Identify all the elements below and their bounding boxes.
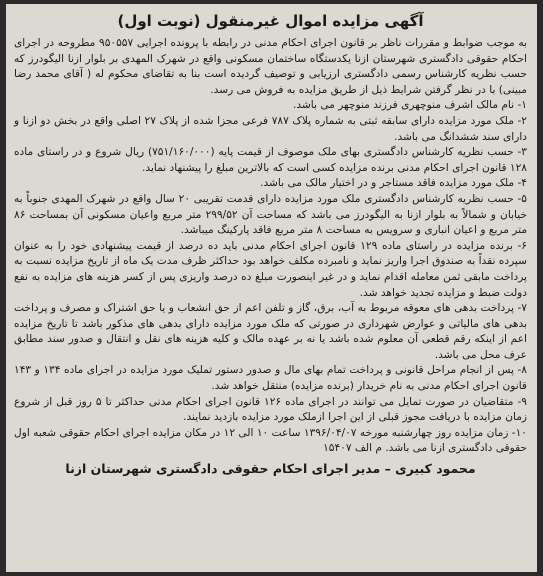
notice-intro: به موجب ضوابط و مقررات ناظر بر قانون اجرای احکام مدنی در رابطه با پرونده اجرایی ۹۵۰۵۵۷ مطروحه در اجرای احکام حقوقی دادگستری شهرستان ازنا یکدستگاه ساختمان مسکونی واقع در شهرک المهدی بر بلوار ازنا الیگودرز که حسب نظریه کارشناس رسمی دادگستری ارزیابی و توصیف گردیده است بنا به تقاضای محکوم له ( آقای محمد رضا مبینی) با در نظر گرفتن شرایط ذیل از طریق مزایده به فروش می رسد.: [14, 37, 528, 96]
notice-item-9: ۹- متقاضیان در صورت تمایل می توانند در اجرای ماده ۱۲۶ قانون اجرای احکام مدنی حداکثر تا ۵ روز قبل از شروع زمان مزایده با دریافت مجوز قبلی از این اجرا ازملک مورد مزایده بازدید نمایند.: [14, 395, 527, 424]
notice-title: آگهی مزایده اموال غیرمنقول (نوبت اول): [117, 12, 424, 30]
notice-item-6: ۶- برنده مزایده در راستای ماده ۱۲۹ قانون اجرای احکام مدنی باید ده درصد از قیمت پیشنهادی خود را به عنوان سپرده نقداً به صندوق اجرا واریز نماید و نامبرده مکلف خواهد بود حداکثر ظرف مدت یک ماه از تاریخ مزایده نسبت به پرداخت مابقی ثمن معامله اقدام نماید و در غیر اینصورت مبلغ ده درصد واریزی پس از کسر هزینه های مزایده به نفع دولت ضبط و مزایده تجدید خواهد شد.: [14, 239, 527, 299]
notice-item-8: ۸- پس از انجام مراحل قانونی و پرداخت تمام بهای مال و صدور دستور تملیک مورد مزایده در اجرای ماده ۱۳۴ و ۱۴۳ قانون اجرای احکام مدنی به نام خریدار (برنده مزایده) منتقل خواهد شد.: [14, 364, 527, 393]
notice-item-5: ۵- حسب نظریه کارشناس دادگستری ملک مورد مزایده دارای قدمت تقریبی ۲۰ سال واقع در شهرک المهدی جنوباً به خیابان و شمالاً به بلوار ازنا به الیگودرز می باشد که مساحت آن ۲۹۹/۵۲ متر مربع واعیان مسکونی آن بمساحت ۸۶ متر مربع و اعیان انباری و سرویس به مساحت ۸ متر مربع فاقد پارکینگ میباشد.: [14, 192, 527, 237]
notice-item-7: ۷- پرداخت بدهی های معوقه مربوط به آب، برق، گاز و تلفن اعم از حق انشعاب و یا حق اشتراک و مصرف و پرداخت بدهی های مالیاتی و عوارض شهرداری در صورتی که ملک مورد مزایده دارای بدهی های مذکور باشد تا تاریخ مزایده اعم از اینکه رقم قطعی آن معلوم شده باشد یا نه بر عهده مالک و کلیه هزینه های نقل و انتقال و صدور سند مطابق عرف محل می باشد.: [14, 302, 527, 361]
notice-item-10: ۱۰- زمان مزایده روز چهارشنبه مورخه ۱۳۹۶/۰۴/۰۷ ساعت ۱۰ الی ۱۲ در مکان مزایده اجرای احکام حقوقی شعبه اول حقوقی دادگستری ازنا می باشد. م الف ۱۵۴۰۷: [14, 426, 527, 455]
notice-item-1: ۱- نام مالک اشرف منوچهری فرزند منوچهر می باشد.: [292, 99, 527, 112]
notice-item-4: ۴- ملک مورد مزایده فاقد مستاجر و در اختیار مالک می باشد.: [260, 177, 527, 190]
notice-signature: محمود کبیری – مدیر اجرای احکام حقوقی دادگستری شهرستان ازنا: [65, 461, 476, 477]
notice-item-3: ۳- حسب نظریه کارشناس دادگستری بهای ملک موصوف از قیمت پایه (۷۵۱/۱۶۰/۰۰۰) ریال شروع و در راستای ماده ۱۲۸ قانون اجرای احکام مدنی برنده مزایده کسی است که بالاترین مبلغ را پیشنهاد نماید.: [14, 146, 527, 174]
newspaper-clipping: [6, 4, 537, 572]
notice-item-2: ۲- ملک مورد مزایده دارای سابقه ثبتی به شماره پلاک ۷۸۷ فرعی مجزا شده از پلاک ۲۷ اصلی واقع در بخش دو ازنا و دارای سند ششدانگ می باشد.: [14, 114, 527, 143]
